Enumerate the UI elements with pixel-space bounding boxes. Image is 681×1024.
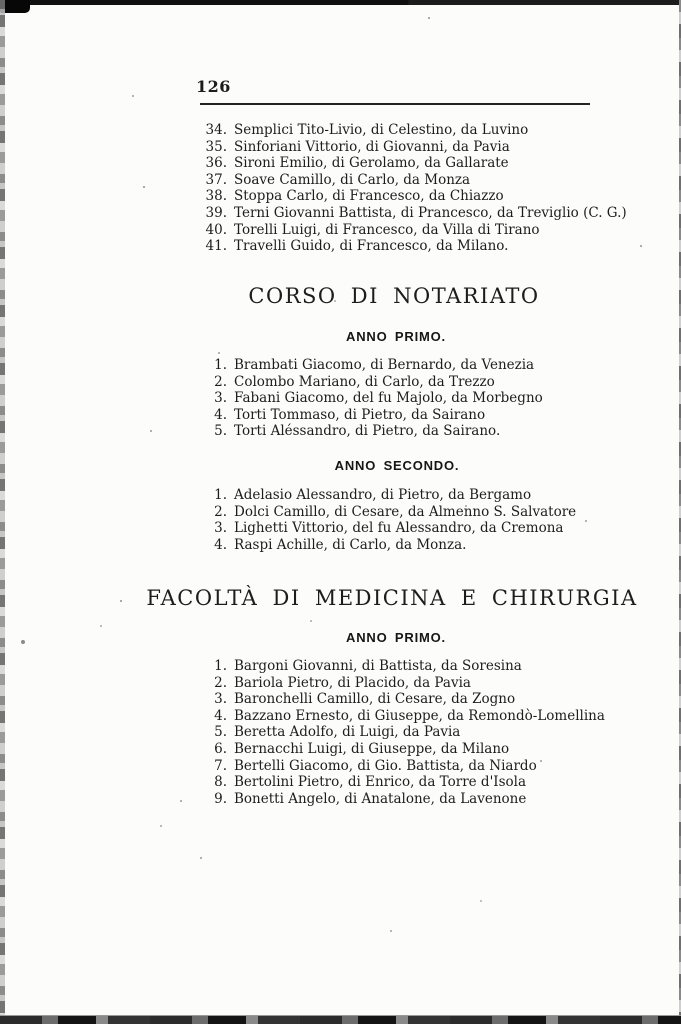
student-row [199,122,627,139]
student-number: 4. [214,536,227,553]
student-number: 7. [214,757,227,774]
student-row [199,238,627,255]
student-entry: Bertolini Pietro, di Enrico, da Torre d'Isola [234,774,527,791]
student-number: 41. [205,238,227,255]
student-number: 40. [205,221,227,238]
student-number: 3. [214,691,227,708]
student-number: 37. [205,171,227,188]
student-entry: Raspi Achille, di Carlo, da Monza. [234,536,467,553]
student-number: 2. [214,503,227,520]
student-row [199,390,543,407]
student-list-continued [199,122,627,255]
student-row [199,658,605,675]
student-row [199,222,627,239]
student-number: 3. [214,520,227,537]
student-entry: Travelli Guido, di Francesco, da Milano. [234,238,509,255]
student-entry: Bernacchi Luigi, di Giuseppe, da Milano [234,740,510,757]
scan-noise-speckles [0,0,2,2]
student-row [199,537,576,554]
student-entry: Baronchelli Camillo, di Cesare, da Zogno [234,691,516,708]
student-number: 1. [214,487,227,503]
student-entry: Fabani Giacomo, del fu Majolo, da Morbegno [234,390,543,407]
student-row [199,708,605,725]
student-number: 3. [214,390,227,407]
student-entry: Bertelli Giacomo, di Gio. Battista, da Niardo [234,757,537,774]
student-number: 8. [214,774,227,791]
student-row [199,774,605,791]
student-number: 6. [214,740,227,757]
student-row [199,357,543,374]
student-number: 5. [214,724,227,741]
student-entry: Torti Tommaso, di Pietro, da Sairano [234,406,486,423]
student-row [199,487,576,504]
student-list-notariato-anno-secondo [199,487,576,553]
student-number: 39. [205,204,227,221]
student-entry: Colombo Mariano, di Carlo, da Trezzo [234,373,495,390]
page-number: 126 [196,77,231,96]
student-row [199,520,576,537]
scan-edge-top [0,0,681,5]
student-number: 4. [214,707,227,724]
student-number: 2. [214,373,227,390]
student-row [199,758,605,775]
scan-edge-left [0,0,5,1024]
student-number: 9. [214,790,227,807]
student-row [199,172,627,189]
student-row [199,155,627,172]
student-entry: Bariola Pietro, di Placido, da Pavia [234,674,471,691]
student-entry: Beretta Adolfo, di Luigi, da Pavia [234,724,461,741]
student-entry: Dolci Camillo, di Cesare, da Almenno S. Salvatore [234,503,577,520]
student-number: 2. [214,674,227,691]
student-row [199,407,543,424]
student-number: 1. [214,658,227,674]
student-number: 5. [214,423,227,440]
student-row [199,205,627,222]
student-list-medicina-anno-primo [199,658,605,807]
student-row [199,374,543,391]
student-row [199,139,627,156]
student-row [199,188,627,205]
student-row [199,423,543,440]
section-title-notariato: CORSO DI NOTARIATO [248,284,540,308]
student-entry: Terni Giovanni Battista, di Prancesco, da Treviglio (C. G.) [234,204,627,221]
student-row [199,724,605,741]
student-entry: Torelli Luigi, di Francesco, da Villa di Tirano [234,221,540,238]
student-number: 4. [214,406,227,423]
student-number: 36. [205,155,227,172]
student-entry: Soave Camillo, di Carlo, da Monza [234,171,471,188]
student-entry: Brambati Giacomo, di Bernardo, da Venezia [234,357,535,373]
student-row [199,741,605,758]
student-row [199,504,576,521]
header-rule [200,103,590,105]
anno-primo-heading-medicina: ANNO PRIMO. [346,630,446,645]
scan-edge-bottom [0,1015,681,1024]
student-number: 38. [205,188,227,205]
student-entry: Adelasio Alessandro, di Pietro, da Bergamo [234,487,532,503]
student-row [199,791,605,808]
student-entry: Bargoni Giovanni, di Battista, da Soresina [234,658,522,674]
student-entry: Bonetti Angelo, di Anatalone, da Lavenone [234,790,527,807]
student-entry: Bazzano Ernesto, di Giuseppe, da Remondò-Lomellina [234,707,605,724]
student-number: 34. [205,122,227,138]
student-number: 35. [205,138,227,155]
student-entry: Stoppa Carlo, di Francesco, da Chiazzo [234,188,504,205]
student-list-notariato-anno-primo [199,357,543,440]
anno-primo-heading-notariato: ANNO PRIMO. [346,329,446,344]
student-entry: Sinforiani Vittorio, di Giovanni, da Pavia [234,138,510,155]
student-entry: Semplici Tito-Livio, di Celestino, da Luvino [234,122,529,138]
student-row [199,675,605,692]
section-title-medicina: FACOLTÀ DI MEDICINA E CHIRURGIA [146,586,638,610]
student-number: 1. [214,357,227,373]
student-entry: Torti Aléssandro, di Pietro, da Sairano. [234,423,501,440]
student-entry: Lighetti Vittorio, del fu Alessandro, da Cremona [234,520,564,537]
anno-secondo-heading-notariato: ANNO SECONDO. [334,458,460,473]
student-entry: Sironi Emilio, di Gerolamo, da Gallarate [234,155,509,172]
student-row [199,691,605,708]
